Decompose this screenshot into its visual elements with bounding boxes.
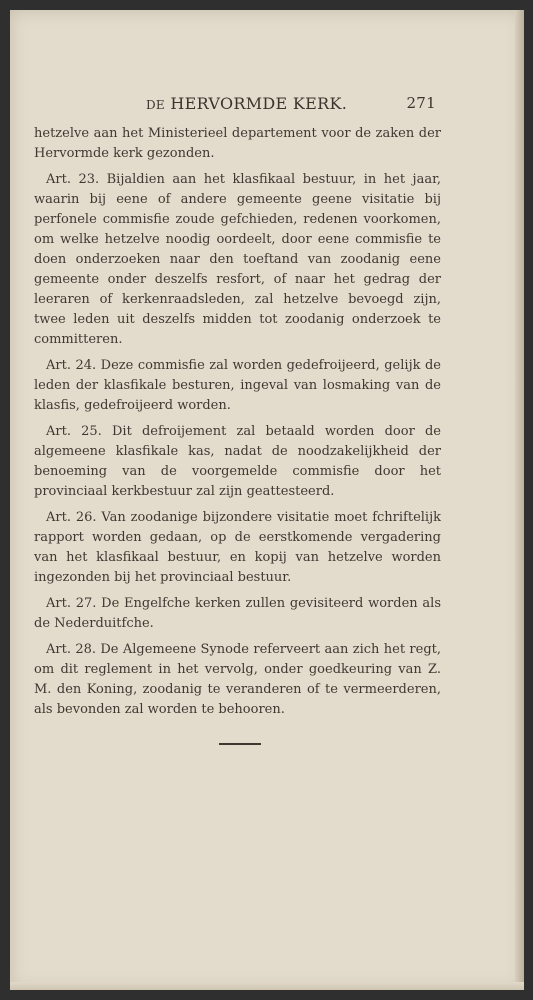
page-number: 271 [406,94,436,112]
book-page [10,10,524,990]
paragraph-article-25: Art. 25. Dit defroijement zal betaald worden door de algemeene klasfikale kas, nadat de noodzakelijkheid der benoeming van de voorgemelde commisfie door het provinciaal kerkbestuur zal zijn geattesteerd. [34,424,441,499]
paragraph-continuation: hetzelve aan het Ministerieel departement voor de zaken der Hervormde kerk gezonden. [34,126,441,161]
page-body [34,124,441,726]
running-header [146,90,436,116]
running-title-article: DE [146,98,165,112]
running-title-main: HERVORMDE KERK. [170,94,348,113]
paragraph-article-27: Art. 27. De Engelfche kerken zullen gevisiteerd worden als de Nederduitfche. [34,596,441,631]
page-edge-bottom [10,982,524,990]
paragraph-article-24: Art. 24. Deze commisfie zal worden gedefroijeerd, gelijk de leden der klasfikale besturen, ingeval van losmaking van de klasfis, gedefroijeerd worden. [34,358,441,413]
paragraph-article-26: Art. 26. Van zoodanige bijzondere visitatie moet fchriftelijk rapport worden gedaan, op de eerstkomende vergadering van het klasfikaal bestuur, en kopij van hetzelve worden ingezonden bij het provinciaal bestuur. [34,510,441,585]
paragraph-article-23: Art. 23. Bijaldien aan het klasfikaal bestuur, in het jaar, waarin bij eene of andere gemeente geene visitatie bij perfonele commisfie zoude gefchieden, redenen voorkomen, om welke hetzelve noodig oordeelt, door eene commisfie te doen onderzoeken naar den toeftand van zoodanig eene gemeente onder deszelfs resfort, of naar het gedrag der leeraren of kerkenraadsleden, zal hetzelve bevoegd zijn, twee leden uit deszelfs midden tot zoodanig onderzoek te committeren. [34,172,441,347]
running-title [146,94,347,113]
end-rule [219,743,261,745]
page-edge-right [515,10,524,990]
paragraph-article-28: Art. 28. De Algemeene Synode referveert aan zich het regt, om dit reglement in het vervolg, onder goedkeuring van Z. M. den Koning, zoodanig te veranderen of te vermeerderen, als bevonden zal worden te behooren. [34,642,441,717]
